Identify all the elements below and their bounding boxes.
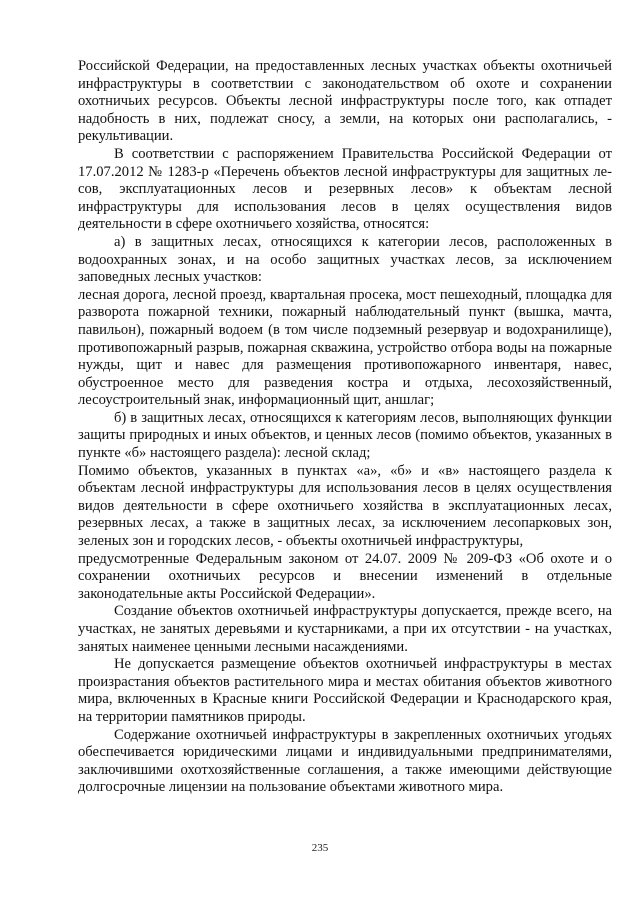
paragraph: а) в защитных лесах, относящихся к категории лесов, расположенных в водоохранных зонах, и на особо защитных участках лесов, за исключением заповедных лесных участков: bbox=[78, 233, 612, 286]
paragraph: Создание объектов охотничьей инфраструктуры допускается, прежде всего, на участках, не занятых деревьями и кустарниками, а при их отсутствии - на участках, занятых наименее ценными лесными насаждениями. bbox=[78, 603, 612, 655]
paragraph: Не допускается размещение объектов охотничьей инфраструктуры в местах произрастания объектов растительного мира и местах обитания объектов животного мира, включенных в Красные книги Российской Федерации и Краснодарского края, на территории памятников природы. bbox=[78, 656, 612, 725]
page-number: 235 bbox=[311, 842, 329, 854]
paragraph: Помимо объектов, указанных в пунктах «а», «б» и «в» настоящего раздела к объектам лесной инфраструктуры для использования лесов в целях осуществления видов деятельности в сфере охотничьего хозяйства в эксплуатационных лесах, резервных лесах, а также в защитных лесах, за исключением лесопарковых зон, зеленых зон и городских лесов, - объекты охотничьей инфраструктуры, bbox=[78, 462, 612, 550]
paragraph: В соответствии с распоряжением Правительства Российской Федерации от 17.07.2012 № 1283-р «Перечень объектов лесной инфраструктуры для защитных ле-сов, эксплуатационных лесов и резервных лесов» к объектам лесной инфраструктуры для использования лесов в целях осуществления видов деятельности в сфере охотничьего хозяйства, относятся: bbox=[78, 145, 612, 233]
document-body bbox=[78, 58, 612, 797]
paragraph: Содержание охотничьей инфраструктуры в закрепленных охотничьих угодьях обеспечивается юридическими лицами и индивидуальными предпринимателями, заключившими охотхозяйственные соглашения, а также имеющими действующие долгосрочные лицензии на пользование объектами животного мира. bbox=[78, 726, 612, 796]
paragraph: лесная дорога, лесной проезд, квартальная просека, мост пешеходный, площадка для разворота пожарной техники, пожарный наблюдательный пункт (вышка, мачта, павильон), пожарный водоем (в том числе подземный резервуар и водохранилище), противопожарный разрыв, пожарная скважина, устройство отбора воды на пожарные нужды, щит и навес для размещения противопожарного инвентаря, навес, обустроенное место для разведения костра и отдыха, лесохозяйственный, лесоустроительный знак, информационный щит, аншлаг; bbox=[78, 286, 612, 409]
paragraph: б) в защитных лесах, относящихся к категориям лесов, выполняющих функции защиты природных и иных объектов, и ценных лесов (помимо объектов, указанных в пункте «б» настоящего раздела): лесной склад; bbox=[78, 409, 612, 462]
paragraph: предусмотренные Федеральным законом от 24.07. 2009 № 209-ФЗ «Об охоте и о сохранении охотничьих ресурсов и внесении изменений в отдельные законодательные акты Российской Федерации». bbox=[78, 550, 612, 602]
paragraph: Российской Федерации, на предоставленных лесных участках объекты охотничьей инфраструктуры в соответствии с законодательством об охоте и сохранении охотничьих ресурсов. Объекты лесной инфраструктуры после того, как отпадет надобность в них, подлежат сносу, а земли, на которых они располагались, - рекультивации. bbox=[78, 58, 612, 145]
